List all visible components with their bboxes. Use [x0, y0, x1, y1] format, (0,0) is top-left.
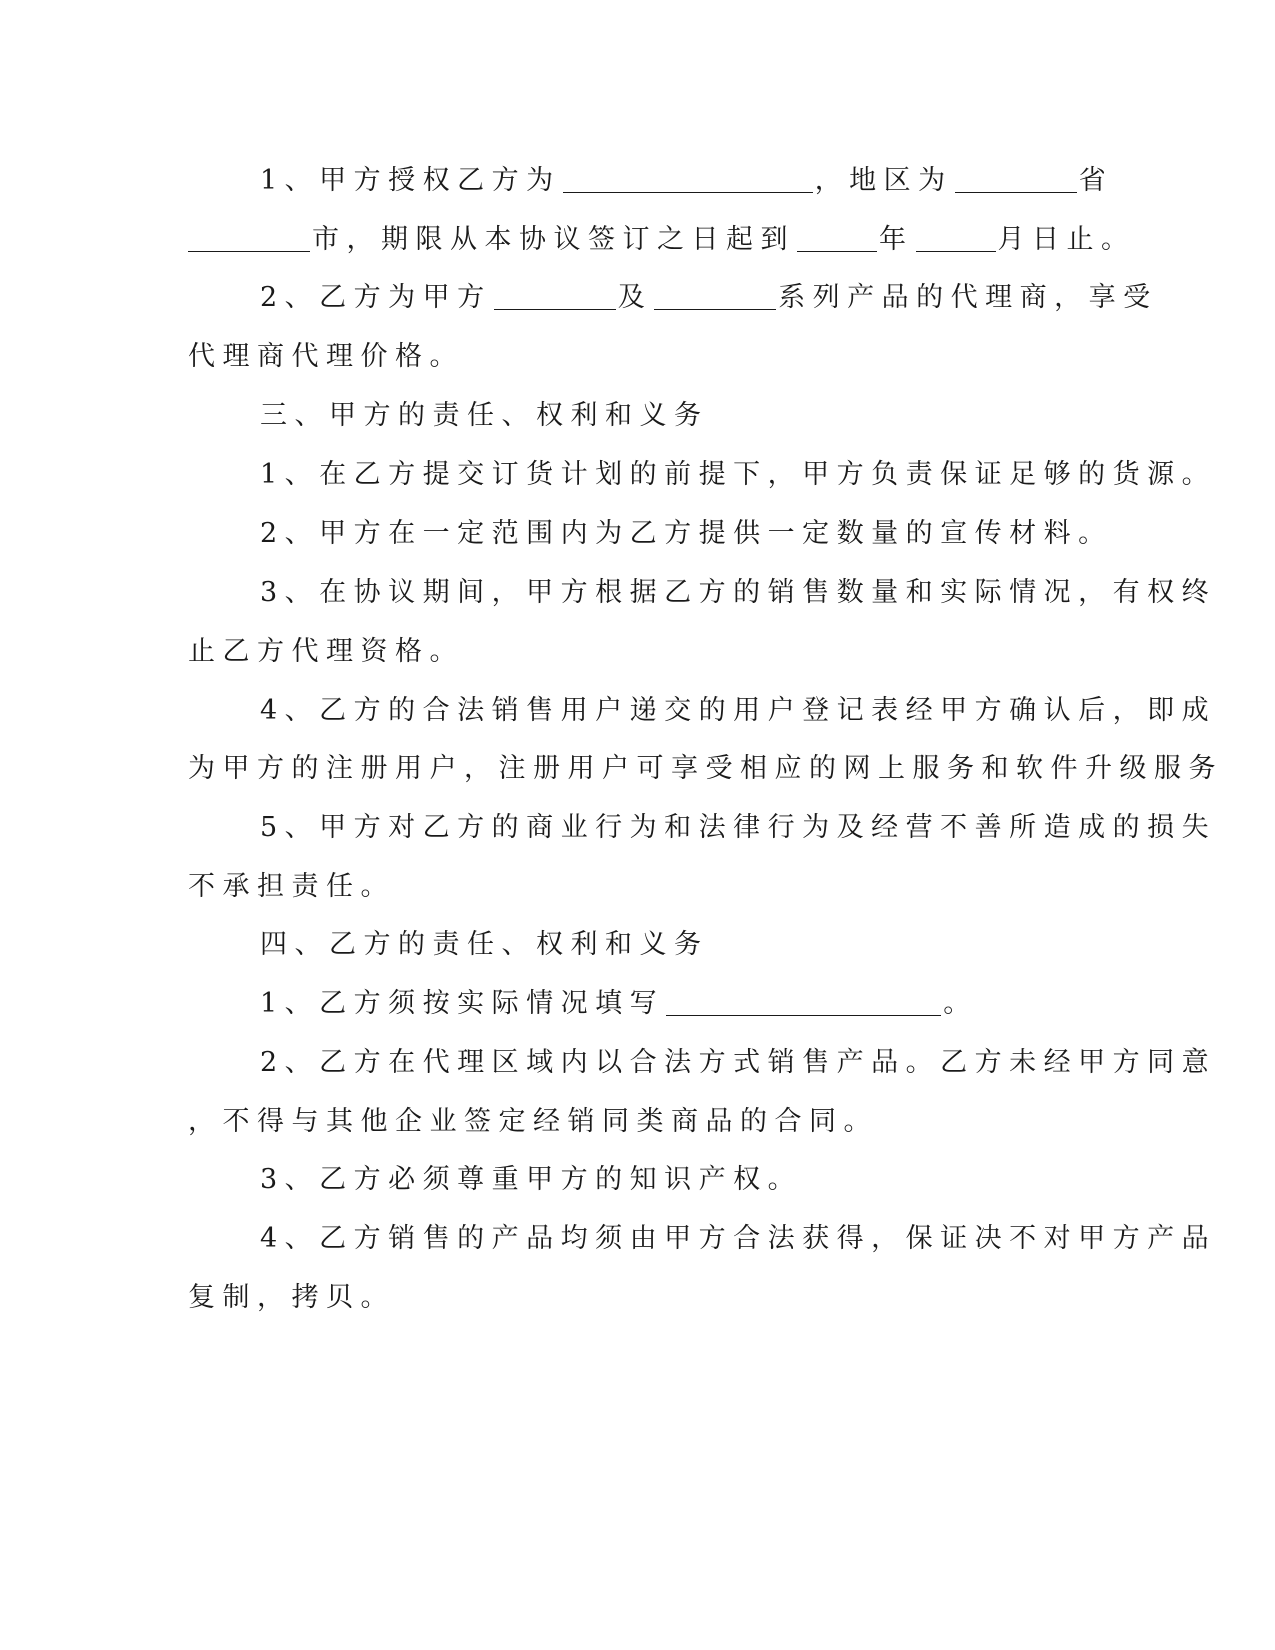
- text-segment: 系列产品的代理商，享受: [778, 282, 1158, 313]
- fill-in-blank-province[interactable]: [955, 162, 1077, 193]
- paragraph-line: 2、甲方在一定范围内为乙方提供一定数量的宣传材料。: [260, 518, 1113, 549]
- text-segment: ，地区为: [814, 165, 953, 196]
- clause-product-line: [188, 275, 1158, 321]
- paragraph-line: 5、甲方对乙方的商业行为和法律行为及经营不善所造成的损失: [260, 812, 1217, 843]
- paragraph-line: 止乙方代理资格。: [188, 636, 464, 667]
- paragraph-line: 3、乙方必须尊重甲方的知识产权。: [260, 1164, 803, 1195]
- text-segment: 省: [1078, 165, 1114, 196]
- text-segment: 月日止。: [997, 224, 1136, 255]
- fill-in-blank-details[interactable]: [666, 985, 941, 1016]
- text-segment: 1、乙方须按实际情况填写: [260, 988, 665, 1019]
- section-heading-party-b: 四、乙方的责任、权利和义务: [260, 929, 709, 960]
- paragraph-line: 3、在协议期间，甲方根据乙方的销售数量和实际情况，有权终: [260, 577, 1217, 608]
- clause-authorization-line: [188, 158, 1120, 204]
- text-segment: 市，期限从本协议签订之日起到: [312, 224, 795, 255]
- paragraph-line: 为甲方的注册用户，注册用户可享受相应的网上服务和软件升级服务: [188, 753, 1223, 784]
- fill-in-blank-product-a[interactable]: [494, 279, 616, 310]
- section-heading-party-a: 三、甲方的责任、权利和义务: [260, 400, 709, 431]
- fill-in-blank-month[interactable]: [916, 221, 996, 252]
- paragraph-line: 1、在乙方提交订货计划的前提下，甲方负责保证足够的货源。: [260, 459, 1217, 490]
- text-segment: 1、甲方授权乙方为: [260, 165, 561, 196]
- fill-in-blank-agent-type[interactable]: [563, 162, 813, 193]
- paragraph-line: ，不得与其他企业签定经销同类商品的合同。: [188, 1106, 878, 1137]
- text-segment: 年: [879, 224, 914, 255]
- text-segment: 。: [943, 988, 978, 1019]
- paragraph-line: 4、乙方销售的产品均须由甲方合法获得，保证决不对甲方产品: [260, 1223, 1217, 1254]
- paragraph-line: 4、乙方的合法销售用户递交的用户登记表经甲方确认后，即成: [260, 695, 1217, 726]
- paragraph-line: 代理商代理价格。: [188, 341, 464, 372]
- paragraph-line: 不承担责任。: [188, 871, 395, 902]
- text-segment: 及: [617, 282, 653, 313]
- text-segment: 2、乙方为甲方: [260, 282, 492, 313]
- fill-in-blank-city[interactable]: [188, 221, 310, 252]
- fill-in-blank-product-b[interactable]: [654, 279, 776, 310]
- clause-fill-in-line: [188, 981, 1120, 1027]
- fill-in-blank-year[interactable]: [797, 221, 877, 252]
- paragraph-line: 2、乙方在代理区域内以合法方式销售产品。乙方未经甲方同意: [260, 1047, 1217, 1078]
- clause-term-line: [188, 217, 1136, 263]
- paragraph-line: 复制，拷贝。: [188, 1282, 395, 1313]
